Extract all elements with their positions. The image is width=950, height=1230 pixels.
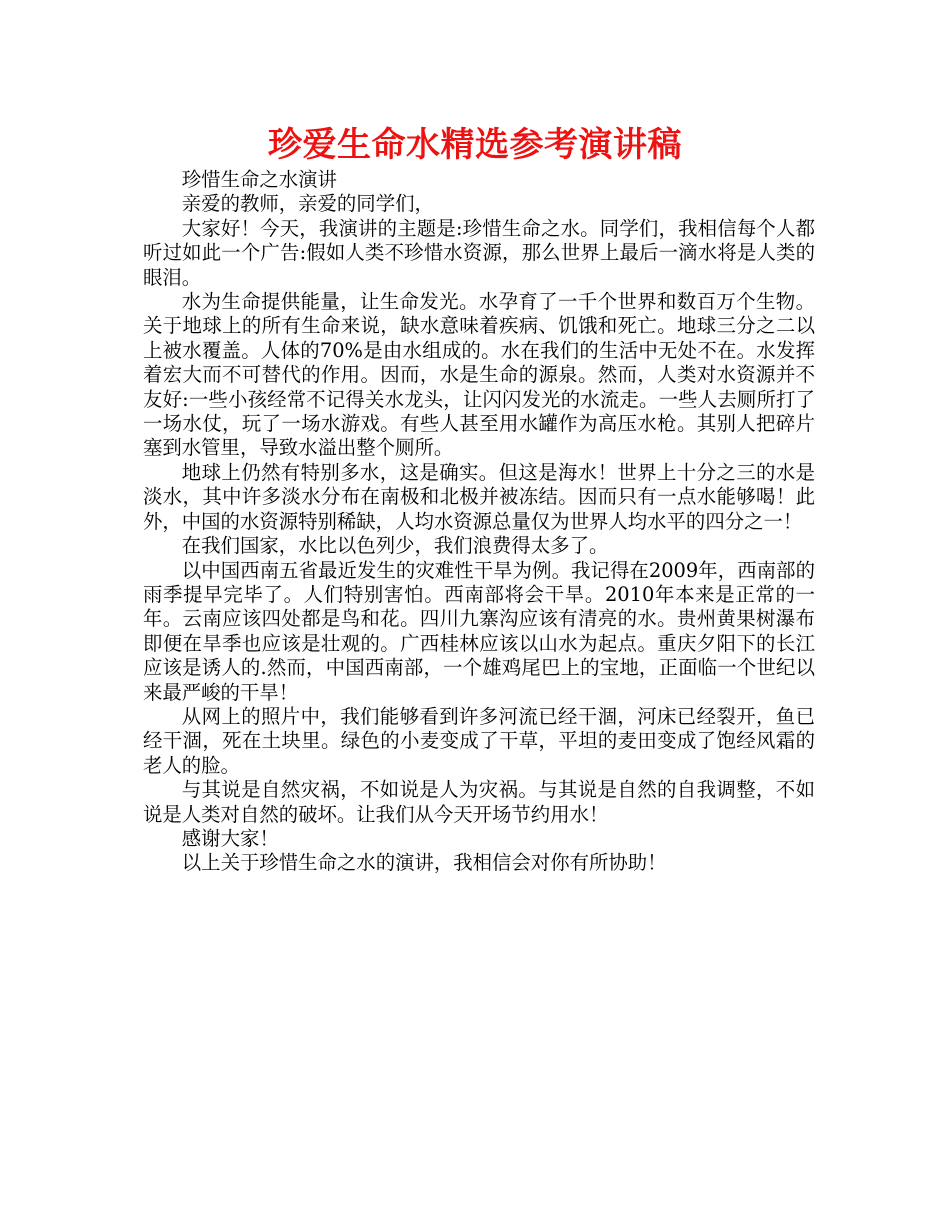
paragraph-greeting: 亲爱的教师，亲爱的同学们， <box>181 192 434 216</box>
paragraph: 大家好！今天，我演讲的主题是:珍惜生命之水。同学们，我相信每个人都听过如此一个广告:假如人类不珍惜水资源，那么世界上最后一滴水将是人类的眼泪。 <box>143 216 815 289</box>
document-body <box>143 168 815 876</box>
paragraph-thanks: 感谢大家！ <box>181 826 279 850</box>
paragraph: 地球上仍然有特别多水，这是确实。但这是海水！世界上十分之三的水是淡水，其中许多淡水分布在南极和北极并被冻结。因而只有一点水能够喝！此外，中国的水资源特别稀缺，人均水资源总量仅为世界人均水平的四分之一！ <box>143 460 815 533</box>
paragraph: 与其说是自然灾祸，不如说是人为灾祸。与其说是自然的自我调整，不如说是人类对自然的破坏。让我们从今天开场节约用水！ <box>143 778 815 826</box>
paragraph-closing: 以上关于珍惜生命之水的演讲，我相信会对你有所协助！ <box>181 851 667 875</box>
document-title: 珍爱生命水精选参考演讲稿 <box>268 125 682 165</box>
paragraph: 从网上的照片中，我们能够看到许多河流已经干涸，河床已经裂开，鱼已经干涸，死在土块里。绿色的小麦变成了干草，平坦的麦田变成了饱经风霜的老人的脸。 <box>143 704 815 777</box>
paragraph: 水为生命提供能量，让生命发光。水孕育了一千个世界和数百万个生物。关于地球上的所有生命来说，缺水意味着疾病、饥饿和死亡。地球三分之二以上被水覆盖。人体的70%是由水组成的。水在我们的生活中无处不在。水发挥着宏大而不可替代的作用。因而，水是生命的源泉。然而，人类对水资源并不友好:一些小孩经常不记得关水龙头，让闪闪发光的水流走。一些人去厕所打了一场水仗，玩了一场水游戏。有些人甚至用水罐作为高压水枪。其别人把碎片塞到水管里，导致水溢出整个厕所。 <box>143 290 815 460</box>
paragraph-subtitle: 珍惜生命之水演讲 <box>181 168 337 191</box>
paragraph: 以中国西南五省最近发生的灾难性干旱为例。我记得在2009年，西南部的雨季提早完毕了。人们特别害怕。西南部将会干旱。2010年本来是正常的一年。云南应该四处都是鸟和花。四川九寨沟应该有清亮的水。贵州黄果树瀑布即便在旱季也应该是壮观的。广西桂林应该以山水为起点。重庆夕阳下的长江应该是诱人的.然而，中国西南部，一个雄鸡尾巴上的宝地，正面临一个世纪以来最严峻的干旱！ <box>143 558 815 704</box>
paragraph: 在我们国家，水比以色列少，我们浪费得太多了。 <box>181 534 609 558</box>
